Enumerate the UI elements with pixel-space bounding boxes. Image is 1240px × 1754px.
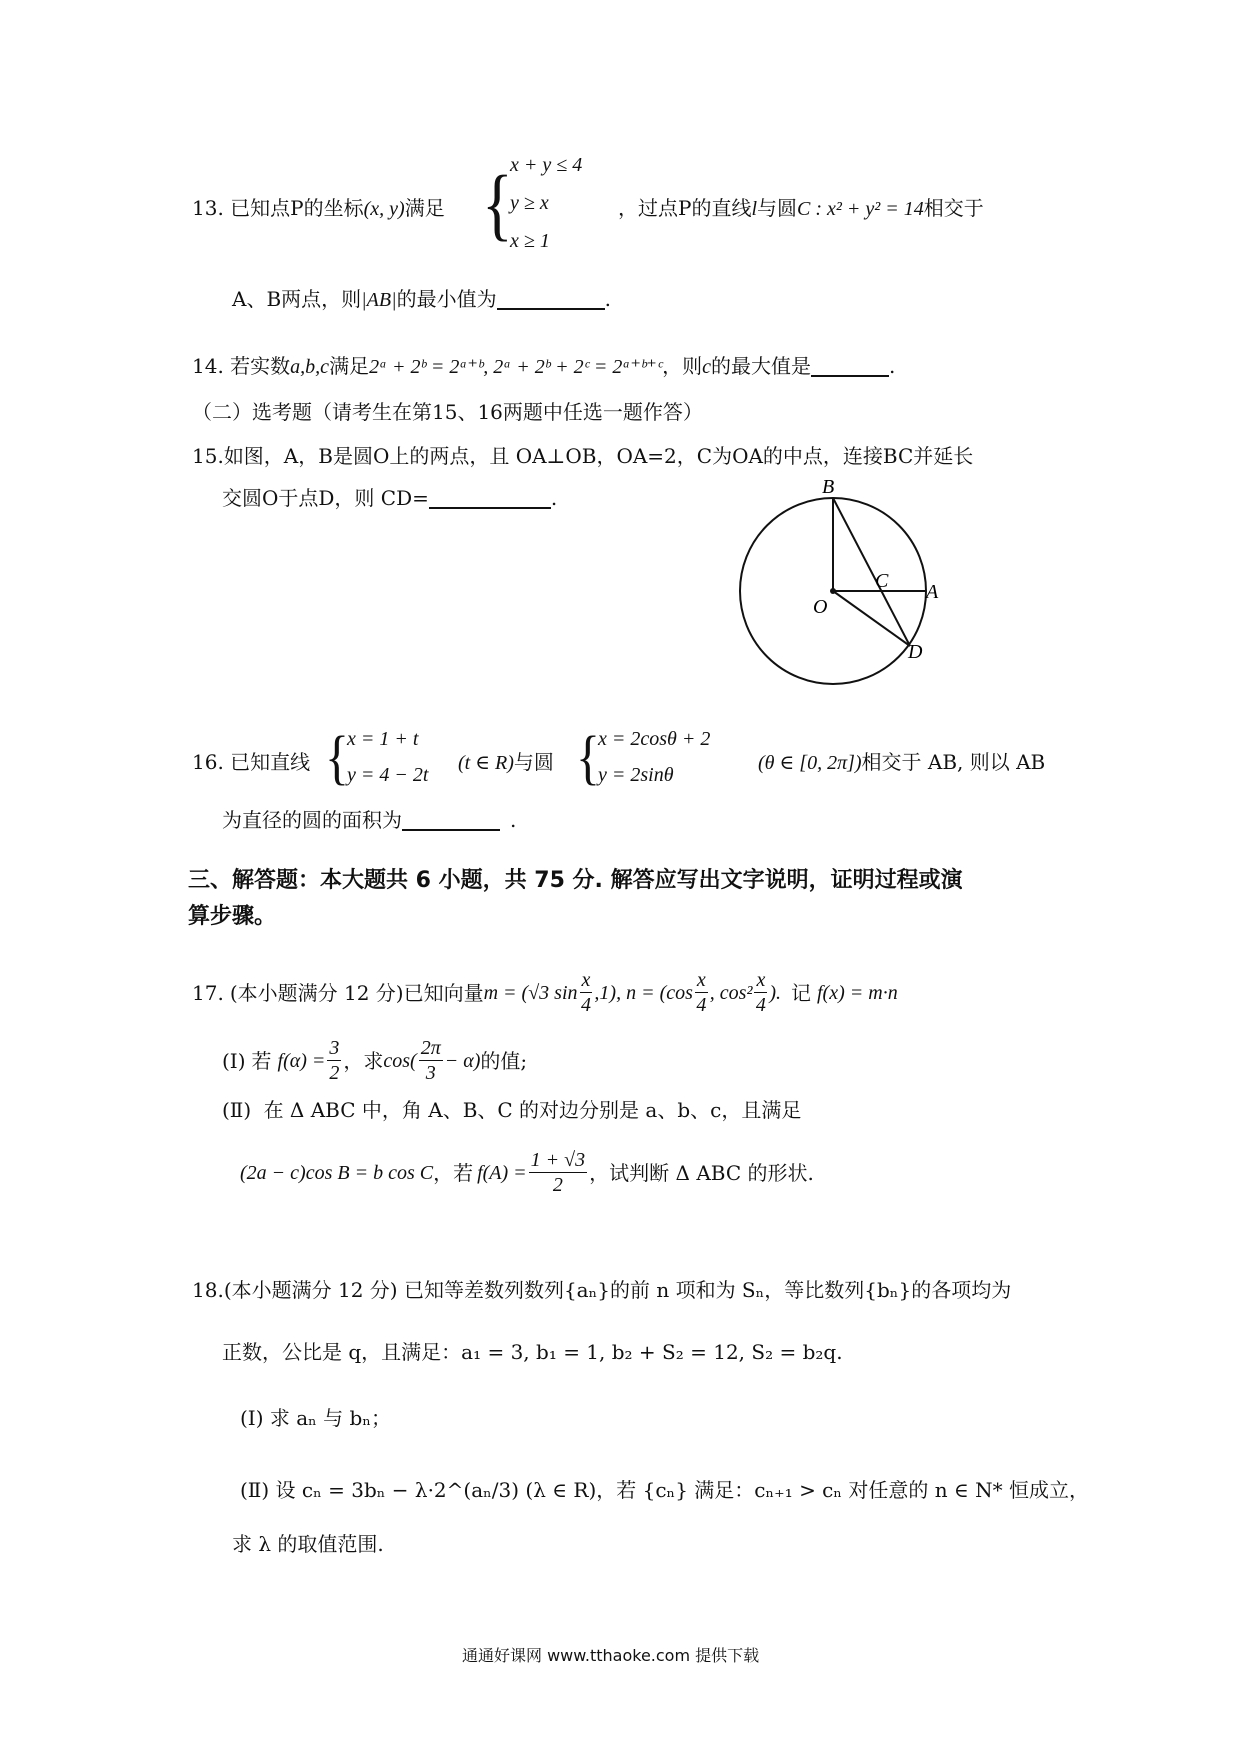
q16-line-system xyxy=(325,723,455,798)
q16-number: 16. xyxy=(192,750,224,774)
q17-part1-end: − α) xyxy=(444,1049,481,1072)
q17-part1-c: 的值; xyxy=(480,1048,528,1073)
q13-line2-a: A、B两点，则 xyxy=(232,287,362,311)
q16-period: . xyxy=(510,808,517,832)
q16-line1-left xyxy=(192,748,310,776)
q17-part1-b: ，求 xyxy=(343,1048,384,1073)
q17-text-b: 记 xyxy=(791,980,811,1005)
q17-part2-b: ，试判断 Δ ABC 的形状. xyxy=(589,1160,814,1185)
q17-part2-frac-num: 1 + √3 xyxy=(530,1149,586,1171)
q17-part1-label: (Ⅰ) xyxy=(222,1048,246,1073)
point-o xyxy=(830,588,836,594)
q13-line2 xyxy=(232,285,611,314)
q17-m-vec: m = (√3 sin xyxy=(483,981,578,1004)
section-optional-heading: （二）选考题（请考生在第15、16两题中任选一题作答） xyxy=(192,400,703,424)
q16-line2 xyxy=(222,806,516,834)
q16-line-eq-1: x = 1 + t xyxy=(347,728,419,750)
q14-number: 14. xyxy=(192,354,224,378)
q14-eq: 2ᵃ + 2ᵇ = 2ᵃ⁺ᵇ, 2ᵃ + 2ᵇ + 2ᶜ = 2ᵃ⁺ᵇ⁺ᶜ xyxy=(369,356,663,378)
q16-answer-blank xyxy=(402,807,500,831)
q15-line2 xyxy=(222,484,557,512)
q15-period: . xyxy=(550,486,558,510)
q16-circle-brace: { xyxy=(576,723,600,791)
q17-frac-3-den: 4 xyxy=(755,994,766,1016)
q16-circle-eq-1: x = 2cosθ + 2 xyxy=(598,728,711,750)
q15-circle-figure xyxy=(730,480,950,700)
q15-text-2: 交圆O于点D，则 CD= xyxy=(222,486,429,510)
label-o: O xyxy=(813,596,828,618)
q16-param-theta: (θ ∈ [0, 2π]) xyxy=(758,752,862,774)
q15-text-1: 如图，A，B是圆O上的两点，且 OA⊥OB，OA=2，C为OA的中点，连接BC并延长 xyxy=(223,444,974,468)
q16-line1-mid xyxy=(458,748,554,777)
q16-circle-system xyxy=(576,723,756,798)
q13-text-b: 满足 xyxy=(404,196,445,220)
q17-line1 xyxy=(192,968,898,1017)
q17-part1-frac-num: 3 xyxy=(329,1037,340,1059)
q17-part2-label: (Ⅱ) xyxy=(222,1098,252,1122)
q13-answer-blank xyxy=(497,286,605,310)
q18-text-1: 已知等差数列数列{aₙ}的前 n 项和为 Sₙ，等比数列{bₙ}的各项均为 xyxy=(403,1278,1012,1302)
q17-m-end: ,1), n = (cos xyxy=(594,981,693,1004)
q13-sys-1: x + y ≤ 4 xyxy=(510,154,583,176)
q17-part2-a: ，若 xyxy=(433,1160,474,1185)
q13-constraint-system xyxy=(482,154,612,259)
label-c: C xyxy=(875,570,889,592)
q14-text-d: 的最大值是 xyxy=(711,354,812,378)
q18-score: (本小题满分 12 分) xyxy=(223,1278,398,1302)
q13-text-d: 与圆 xyxy=(757,196,798,220)
q13-line1-right xyxy=(618,194,984,223)
q13-circle-eq: C : x² + y² = 14 xyxy=(797,198,924,220)
q17-part1-frac2-num: 2π xyxy=(420,1037,441,1059)
q18-part2-end: 求 λ 的取值范围. xyxy=(232,1532,384,1556)
q17-text-a: 已知向量 xyxy=(403,980,484,1005)
q18-part1: (Ⅰ) 求 aₙ 与 bₙ； xyxy=(240,1406,391,1430)
q17-f-def: f(x) = m·n xyxy=(817,981,898,1004)
q14-text-b: 满足 xyxy=(329,354,370,378)
segment-od xyxy=(833,591,910,646)
q17-part1-frac-den: 2 xyxy=(329,1062,340,1084)
label-a: A xyxy=(926,581,939,603)
q17-frac-1-num: x xyxy=(581,969,591,991)
q17-frac-3 xyxy=(754,968,767,1017)
q15-line1 xyxy=(192,442,973,470)
q13-number: 13. xyxy=(192,196,224,220)
q15-answer-blank xyxy=(429,485,551,509)
q16-line-brace: { xyxy=(325,723,349,791)
q18-part2: (Ⅱ) 设 cₙ = 3bₙ − λ·2^(aₙ/3) (λ ∈ R)，若 {cₙ} 满足：cₙ₊₁ > cₙ 对任意的 n ∈ N* 恒成立， xyxy=(240,1478,1090,1502)
q16-text-a: 已知直线 xyxy=(230,750,311,774)
q13-sys-3: x ≥ 1 xyxy=(510,230,550,252)
q14-vars: a,b,c xyxy=(290,356,330,378)
q17-frac-2 xyxy=(695,968,708,1017)
q17-part2-frac-den: 2 xyxy=(552,1174,563,1196)
q17-frac-3-num: x xyxy=(756,969,766,991)
q18-line2: 正数，公比是 q，且满足：a₁ = 3, b₁ = 1, b₂ + S₂ = 12, S₂ = b₂q. xyxy=(222,1340,843,1364)
q16-line-eq-2: y = 4 − 2t xyxy=(347,764,429,786)
q13-line1 xyxy=(192,194,445,223)
q18-number: 18. xyxy=(192,1278,224,1302)
q13-coord: (x, y) xyxy=(363,198,405,220)
q17-part2-f: f(A) = xyxy=(477,1161,527,1184)
q16-text-2: 为直径的圆的面积为 xyxy=(222,808,402,832)
q18-line1 xyxy=(192,1276,1011,1304)
q13-text-c: ，过点P的直线 xyxy=(618,196,752,220)
q17-part1-a: 若 xyxy=(251,1048,272,1073)
q13-period: . xyxy=(604,287,611,311)
q17-part1 xyxy=(222,1036,527,1085)
q17-part2-line2 xyxy=(240,1148,814,1197)
q16-text-b: 与圆 xyxy=(513,750,554,774)
label-b: B xyxy=(822,480,835,498)
label-d: D xyxy=(908,641,923,663)
q13-line-name: l xyxy=(751,198,758,220)
q17-part1-frac2-den: 3 xyxy=(425,1062,436,1084)
q17-part1-f: f(α) = xyxy=(277,1049,326,1072)
q17-frac-1 xyxy=(580,968,593,1017)
q16-circle-eq-2: y = 2sinθ xyxy=(598,764,674,786)
q13-sys-2: y ≥ x xyxy=(510,192,549,214)
q15-number: 15. xyxy=(192,444,224,468)
q17-part1-cos: cos( xyxy=(383,1049,417,1072)
q17-n-mid: , cos² xyxy=(709,981,753,1004)
segment-bd xyxy=(833,498,910,646)
q13-text-a: 已知点P的坐标 xyxy=(230,196,364,220)
q17-score: (本小题满分 12 分) xyxy=(229,980,404,1005)
q17-part2-frac xyxy=(529,1148,587,1197)
q17-frac-2-den: 4 xyxy=(696,994,707,1016)
q14-answer-blank xyxy=(811,353,889,377)
q13-text-e: 相交于 xyxy=(923,196,984,220)
q16-line1-right xyxy=(758,748,1045,777)
q13-brace: { xyxy=(482,159,513,248)
section3-heading-line1: 三、解答题：本大题共 6 小题，共 75 分. 解答应写出文字说明，证明过程或演 xyxy=(188,868,963,893)
q13-ab: |AB| xyxy=(361,289,397,311)
q17-part1-frac xyxy=(327,1036,341,1085)
q14-var-c: c xyxy=(702,356,712,378)
q17-part2-eq: (2a − c)cos B = b cos C xyxy=(240,1161,434,1184)
q17-number: 17. xyxy=(192,980,224,1005)
section3-heading-line2: 算步骤。 xyxy=(188,904,277,929)
q17-frac-1-den: 4 xyxy=(580,994,591,1016)
q14-period: . xyxy=(889,354,896,378)
q17-part2-line1 xyxy=(222,1096,801,1124)
page-footer: 通通好课网 www.tthaoke.com 提供下载 xyxy=(462,1646,760,1665)
q14-text-c: ，则 xyxy=(662,354,703,378)
q17-frac-2-num: x xyxy=(696,969,706,991)
q16-param-t: (t ∈ R) xyxy=(458,752,514,774)
q14-line xyxy=(192,352,895,381)
q16-text-c: 相交于 AB, 则以 AB xyxy=(861,750,1046,774)
q17-part2-text1: 在 Δ ABC 中，角 A、B、C 的对边分别是 a、b、c，且满足 xyxy=(263,1098,802,1122)
q17-part1-frac2 xyxy=(419,1036,443,1085)
q17-n-end: ). xyxy=(769,981,781,1004)
q13-line2-b: 的最小值为 xyxy=(396,287,497,311)
q14-text-a: 若实数 xyxy=(230,354,291,378)
